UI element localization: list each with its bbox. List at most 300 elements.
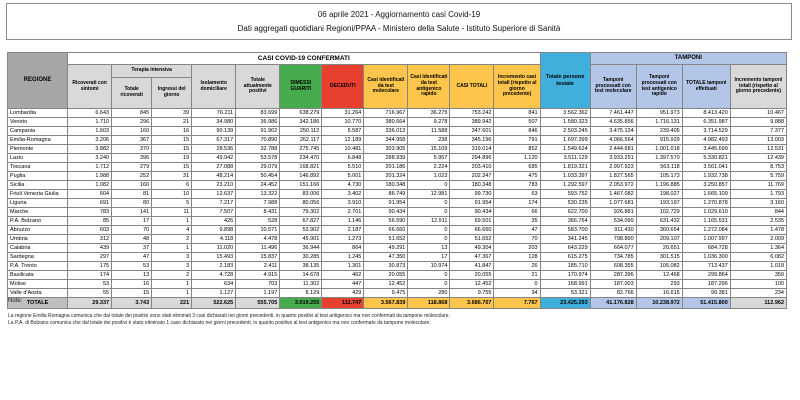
value-cell: 29.079	[236, 163, 280, 172]
table-row	[8, 280, 787, 289]
value-cell: 12.468	[636, 271, 682, 280]
value-cell: 26	[494, 262, 540, 271]
region-cell: Toscana	[8, 163, 68, 172]
value-cell: 10.770	[322, 118, 364, 127]
value-cell: 0	[494, 280, 540, 289]
value-cell: 1.478	[730, 226, 786, 235]
value-cell: 83.699	[236, 109, 280, 118]
table-row	[8, 109, 787, 118]
value-cell: 1.036.300	[682, 253, 730, 262]
value-cell: 1.165.531	[682, 217, 730, 226]
value-cell: 1.301	[322, 262, 364, 271]
value-cell: 48.214	[192, 172, 236, 181]
value-cell: 798.890	[590, 235, 636, 244]
value-cell: 783	[494, 181, 540, 190]
region-cell: Liguria	[8, 199, 68, 208]
value-cell: 6.082	[730, 253, 786, 262]
value-cell: 53.321	[540, 289, 590, 298]
value-cell: 8.431	[236, 208, 280, 217]
value-cell: 47.350	[364, 253, 408, 262]
total-value-cell: 118.868	[408, 298, 450, 309]
region-cell: Lombardia	[8, 109, 68, 118]
report-title-line2: Dati aggregati quotidiani Regioni/PPAA - Ministero della Salute - Istituto Superiore di Sanità	[237, 24, 561, 34]
header-tamponi-totale: TOTALE tamponi effettuati	[682, 65, 730, 109]
value-cell: 2	[152, 271, 192, 280]
value-cell: 83.006	[280, 190, 322, 199]
value-cell: 9.475	[364, 289, 408, 298]
table-row	[8, 127, 787, 136]
value-cell: 1.196.885	[636, 181, 682, 190]
value-cell: 1.710	[68, 118, 112, 127]
value-cell: 1.932.738	[682, 172, 730, 181]
value-cell: 7.377	[730, 127, 786, 136]
value-cell: 4.635.856	[590, 118, 636, 127]
value-cell: 13.322	[236, 190, 280, 199]
value-cell: 30.873	[364, 262, 408, 271]
value-cell: 1	[152, 217, 192, 226]
value-cell: 359	[730, 271, 786, 280]
region-cell: Friuli Venezia Giulia	[8, 190, 68, 199]
value-cell: 1.245	[322, 253, 364, 262]
value-cell: 90.139	[192, 127, 236, 136]
value-cell: 3.160	[730, 199, 786, 208]
value-cell: 2.009	[730, 235, 786, 244]
value-cell: 528	[236, 217, 280, 226]
value-cell: 926.881	[590, 208, 636, 217]
value-cell: 1.665.109	[682, 190, 730, 199]
total-value-cell: 23.425.293	[540, 298, 590, 309]
value-cell: 703	[236, 280, 280, 289]
value-cell: 91.954	[450, 199, 494, 208]
total-value-cell: 112.962	[730, 298, 786, 309]
value-cell: 1.146	[322, 217, 364, 226]
value-cell: 209.107	[636, 235, 682, 244]
value-cell: 10.467	[730, 109, 786, 118]
header-ti-ingressi: Ingressi del giorno	[152, 78, 192, 109]
value-cell: 344.958	[364, 136, 408, 145]
value-cell: 53.578	[236, 154, 280, 163]
header-casi-antigenico: Casi identificati da test antigenico rapido	[408, 65, 450, 109]
table-row	[8, 289, 787, 298]
table-row	[8, 235, 787, 244]
value-cell: 753.242	[450, 109, 494, 118]
value-cell: 151.166	[280, 181, 322, 190]
region-cell: Campania	[8, 127, 68, 136]
value-cell: 319.014	[450, 145, 494, 154]
table-row	[8, 253, 787, 262]
value-cell: 11	[152, 208, 192, 217]
value-cell: 1.007.997	[682, 235, 730, 244]
value-cell: 31.264	[322, 109, 364, 118]
value-cell: 345.196	[450, 136, 494, 145]
value-cell: 301.515	[636, 253, 682, 262]
value-cell: 3.250.857	[682, 181, 730, 190]
table-row	[8, 190, 787, 199]
table-row	[8, 172, 787, 181]
table-row	[8, 217, 787, 226]
value-cell: 0	[408, 235, 450, 244]
value-cell: 12.439	[730, 154, 786, 163]
table-row	[8, 181, 787, 190]
value-cell: 1.023	[408, 172, 450, 181]
region-cell: P.A. Bolzano	[8, 217, 68, 226]
value-cell: 1.467.082	[590, 190, 636, 199]
value-cell: 389.942	[450, 118, 494, 127]
value-cell: 47	[494, 226, 540, 235]
total-value-cell: 555.705	[236, 298, 280, 309]
value-cell: 23.210	[192, 181, 236, 190]
value-cell: 1.127	[192, 289, 236, 298]
header-attualmente-positivi: Totale attualmente positivi	[236, 65, 280, 109]
value-cell: 287.396	[590, 271, 636, 280]
value-cell: 4.728	[192, 271, 236, 280]
value-cell: 844	[730, 208, 786, 217]
region-cell: Umbria	[8, 235, 68, 244]
value-cell: 1.273	[322, 235, 364, 244]
table-row	[8, 145, 787, 154]
header-dimessi-guariti: DIMESSI GUARITI	[280, 65, 322, 109]
value-cell: 70	[112, 226, 152, 235]
value-cell: 11.588	[408, 127, 450, 136]
header-band-casi-confermati: CASI COVID-19 CONFERMATI	[68, 53, 541, 65]
header-tamponi-antigenico: Tamponi processati con test antigenico rapido	[636, 65, 682, 109]
value-cell: 7.217	[192, 199, 236, 208]
value-cell: 3.206	[68, 136, 112, 145]
value-cell: 34	[494, 289, 540, 298]
value-cell: 3.511.129	[540, 154, 590, 163]
value-cell: 563.118	[636, 163, 682, 172]
value-cell: 3	[152, 253, 192, 262]
table-row	[8, 262, 787, 271]
header-incremento-casi: Incremento casi totali (rispetto al giorno precedente)	[494, 65, 540, 109]
value-cell: 534.099	[590, 217, 636, 226]
value-cell: 791	[494, 136, 540, 145]
region-cell: Sicilia	[8, 181, 68, 190]
total-value-cell: 10.238.972	[636, 298, 682, 309]
value-cell: 4.982.493	[682, 136, 730, 145]
value-cell: 15.837	[236, 253, 280, 262]
value-cell: 12.189	[322, 136, 364, 145]
value-cell: 252	[112, 172, 152, 181]
value-cell: 16.615	[636, 289, 682, 298]
value-cell: 234.470	[280, 154, 322, 163]
table-header	[8, 53, 787, 109]
value-cell: 685	[494, 163, 540, 172]
value-cell: 10.571	[236, 226, 280, 235]
value-cell: 69.501	[450, 217, 494, 226]
value-cell: 713.437	[682, 262, 730, 271]
value-cell: 160	[112, 127, 152, 136]
value-cell: 203	[494, 244, 540, 253]
region-cell: Lazio	[8, 154, 68, 163]
value-cell: 4.066.564	[590, 136, 636, 145]
value-cell: 80.056	[280, 199, 322, 208]
value-cell: 20.055	[364, 271, 408, 280]
value-cell: 175	[68, 262, 112, 271]
value-cell: 1.082	[68, 181, 112, 190]
value-cell: 239.405	[636, 127, 682, 136]
value-cell: 67.317	[192, 136, 236, 145]
value-cell: 475	[494, 172, 540, 181]
value-cell: 2.183	[192, 262, 236, 271]
header-persone-testate: Totale persone testate	[540, 53, 590, 109]
value-cell: 684.728	[682, 244, 730, 253]
value-cell: 13	[112, 271, 152, 280]
value-cell: 1	[152, 289, 192, 298]
value-cell: 342.186	[280, 118, 322, 127]
value-cell: 201.324	[364, 172, 408, 181]
region-cell: Basilicata	[8, 271, 68, 280]
value-cell: 41.847	[450, 262, 494, 271]
value-cell: 366.764	[540, 217, 590, 226]
value-cell: 38.135	[280, 262, 322, 271]
value-cell: 691	[68, 199, 112, 208]
value-cell: 15	[152, 145, 192, 154]
value-cell: 9.898	[192, 226, 236, 235]
total-value-cell: 41.176.828	[590, 298, 636, 309]
value-cell: 1.827.565	[590, 172, 636, 181]
region-cell: P.A. Trento	[8, 262, 68, 271]
value-cell: 45.901	[280, 235, 322, 244]
value-cell: 360.654	[636, 226, 682, 235]
value-cell: 1	[152, 280, 192, 289]
value-cell: 2	[152, 235, 192, 244]
value-cell: 297	[68, 253, 112, 262]
value-cell: 49.304	[450, 244, 494, 253]
value-cell: 12.911	[408, 217, 450, 226]
value-cell: 51.652	[364, 235, 408, 244]
value-cell: 47.367	[450, 253, 494, 262]
value-cell: 7.461.447	[590, 109, 636, 118]
value-cell: 1.272.084	[682, 226, 730, 235]
value-cell: 146.892	[280, 172, 322, 181]
value-cell: 439	[68, 244, 112, 253]
value-cell: 1.270.878	[682, 199, 730, 208]
value-cell: 864	[322, 244, 364, 253]
value-cell: 2.997.923	[590, 163, 636, 172]
value-cell: 2.224	[408, 163, 450, 172]
value-cell: 915.929	[636, 136, 682, 145]
value-cell: 1.197	[236, 289, 280, 298]
value-cell: 76.211	[192, 109, 236, 118]
value-cell: 128	[494, 253, 540, 262]
value-cell: 1.549.624	[540, 145, 590, 154]
value-cell: 3.562.362	[540, 109, 590, 118]
table-row	[8, 208, 787, 217]
value-cell: 5	[152, 199, 192, 208]
value-cell: 604	[68, 190, 112, 199]
value-cell: 86.749	[364, 190, 408, 199]
value-cell: 102.729	[636, 208, 682, 217]
note-line-2: La P.A. di Bolzano comunica che dal totale dei positivi è stato eliminato 1 caso dichiarato nei giorni precedenti, in quanto positivo al test antigenico ma non confermato da tampone molecolare.	[8, 319, 431, 326]
value-cell: 20.055	[450, 271, 494, 280]
value-cell: 4.478	[236, 235, 280, 244]
value-cell: 10	[152, 190, 192, 199]
value-cell: 12.452	[364, 280, 408, 289]
value-cell: 1.397.570	[636, 154, 682, 163]
value-cell: 0	[408, 271, 450, 280]
value-cell: 1.716.131	[636, 118, 682, 127]
header-deceduti: DECEDUTI	[322, 65, 364, 109]
value-cell: 174	[68, 271, 112, 280]
value-cell: 9.278	[408, 118, 450, 127]
value-cell: 70.890	[236, 136, 280, 145]
value-cell: 462	[322, 271, 364, 280]
region-cell: Puglia	[8, 172, 68, 181]
table-row	[8, 163, 787, 172]
report-title-line1: 06 aprile 2021 - Aggiornamento casi Covid-19	[317, 9, 481, 19]
value-cell: 30.285	[280, 253, 322, 262]
value-cell: 2.187	[322, 226, 364, 235]
value-cell: 21	[494, 271, 540, 280]
value-cell: 8.129	[280, 289, 322, 298]
total-value-cell: 7.767	[494, 298, 540, 309]
value-cell: 3.714.529	[682, 127, 730, 136]
value-cell: 49.942	[192, 154, 236, 163]
value-cell: 0	[408, 280, 450, 289]
value-cell: 99.381	[682, 289, 730, 298]
value-cell: 6	[152, 181, 192, 190]
value-cell: 2.411	[236, 262, 280, 271]
value-cell: 3	[152, 262, 192, 271]
value-cell: 303.905	[364, 145, 408, 154]
value-cell: 12.531	[730, 145, 786, 154]
notes-section	[8, 298, 788, 326]
value-cell: 583.700	[540, 226, 590, 235]
value-cell: 4	[152, 226, 192, 235]
value-cell: 2.701	[322, 208, 364, 217]
value-cell: 80	[112, 199, 152, 208]
value-cell: 53	[112, 262, 152, 271]
value-cell: 5.587	[322, 127, 364, 136]
value-cell: 17	[408, 253, 450, 262]
value-cell: 716.967	[364, 109, 408, 118]
value-cell: 846	[494, 127, 540, 136]
value-cell: 27.088	[192, 163, 236, 172]
value-cell: 734.785	[590, 253, 636, 262]
value-cell: 1.603	[68, 127, 112, 136]
value-cell: 3.445.699	[682, 145, 730, 154]
region-cell: Marche	[8, 208, 68, 217]
value-cell: 845	[112, 109, 152, 118]
value-cell: 50.454	[236, 172, 280, 181]
total-value-cell: 3.686.707	[450, 298, 494, 309]
value-cell: 336.013	[364, 127, 408, 136]
value-cell: 198.027	[636, 190, 682, 199]
value-cell: 99.730	[450, 190, 494, 199]
value-cell: 238	[408, 136, 450, 145]
value-cell: 622.700	[540, 208, 590, 217]
value-cell: 17	[112, 217, 152, 226]
header-terapia-intensiva: Terapia intensiva	[112, 65, 192, 78]
value-cell: 0	[408, 199, 450, 208]
value-cell: 31	[152, 172, 192, 181]
value-cell: 3.910	[322, 199, 364, 208]
table-row	[8, 226, 787, 235]
value-cell: 664.077	[590, 244, 636, 253]
report-title-box	[6, 3, 792, 40]
value-cell: 396	[112, 154, 152, 163]
value-cell: 14.678	[280, 271, 322, 280]
value-cell: 1.077.681	[590, 199, 636, 208]
value-cell: 85	[68, 217, 112, 226]
region-cell: Sardegna	[8, 253, 68, 262]
value-cell: 2.444.681	[590, 145, 636, 154]
value-cell: 294.896	[450, 154, 494, 163]
table-row	[8, 154, 787, 163]
region-cell: Emilia-Romagna	[8, 136, 68, 145]
total-value-cell: 29.337	[68, 298, 112, 309]
value-cell: 51.652	[450, 235, 494, 244]
region-cell: Valle d'Aosta	[8, 289, 68, 298]
header-tamponi-molecolare: Tamponi processati con test molecolare	[590, 65, 636, 109]
header-ti-totale: Totale ricoverati	[112, 78, 152, 109]
value-cell: 79.302	[280, 208, 322, 217]
value-cell: 1.364	[730, 244, 786, 253]
value-cell: 312	[68, 235, 112, 244]
value-cell: 1.018	[730, 262, 786, 271]
value-cell: 24.452	[236, 181, 280, 190]
value-cell: 105.082	[636, 262, 682, 271]
value-cell: 203.410	[450, 163, 494, 172]
region-cell: Molise	[8, 280, 68, 289]
value-cell: 615.275	[540, 253, 590, 262]
value-cell: 90.434	[450, 208, 494, 217]
value-cell: 90.434	[364, 208, 408, 217]
value-cell: 7.988	[236, 199, 280, 208]
value-cell: 2.053.972	[590, 181, 636, 190]
table-row	[8, 118, 787, 127]
region-cell: Abruzzo	[8, 226, 68, 235]
value-cell: 3.561.041	[682, 163, 730, 172]
value-cell: 13	[408, 244, 450, 253]
value-cell: 174	[494, 199, 540, 208]
header-ricoverati: Ricoverati con sintomi	[68, 65, 112, 109]
value-cell: 341.245	[540, 235, 590, 244]
value-cell: 1.580.323	[540, 118, 590, 127]
value-cell: 7.507	[192, 208, 236, 217]
total-value-cell: 3.743	[112, 298, 152, 309]
header-regione: REGIONE	[8, 53, 68, 109]
value-cell: 66	[494, 208, 540, 217]
value-cell: 1.697.399	[540, 136, 590, 145]
value-cell: 1.988	[68, 172, 112, 181]
value-cell: 16	[112, 280, 152, 289]
value-cell: 5.957	[408, 154, 450, 163]
value-cell: 12.452	[450, 280, 494, 289]
value-cell: 91.902	[236, 127, 280, 136]
value-cell: 10.974	[408, 262, 450, 271]
value-cell: 1	[152, 244, 192, 253]
value-cell: 507	[494, 118, 540, 127]
value-cell: 852	[494, 145, 540, 154]
value-cell: 643.229	[540, 244, 590, 253]
table-row	[8, 136, 787, 145]
value-cell: 20.651	[636, 244, 682, 253]
value-cell: 82.766	[590, 289, 636, 298]
value-cell: 11.020	[192, 244, 236, 253]
value-cell: 1.033.397	[540, 172, 590, 181]
value-cell: 13.003	[730, 136, 786, 145]
value-cell: 187.296	[682, 280, 730, 289]
value-cell: 15	[152, 136, 192, 145]
value-cell: 6.351.987	[682, 118, 730, 127]
value-cell: 36.986	[236, 118, 280, 127]
value-cell: 100	[730, 280, 786, 289]
value-cell: 15.109	[408, 145, 450, 154]
value-cell: 608.355	[590, 262, 636, 271]
value-cell: 63	[494, 190, 540, 199]
